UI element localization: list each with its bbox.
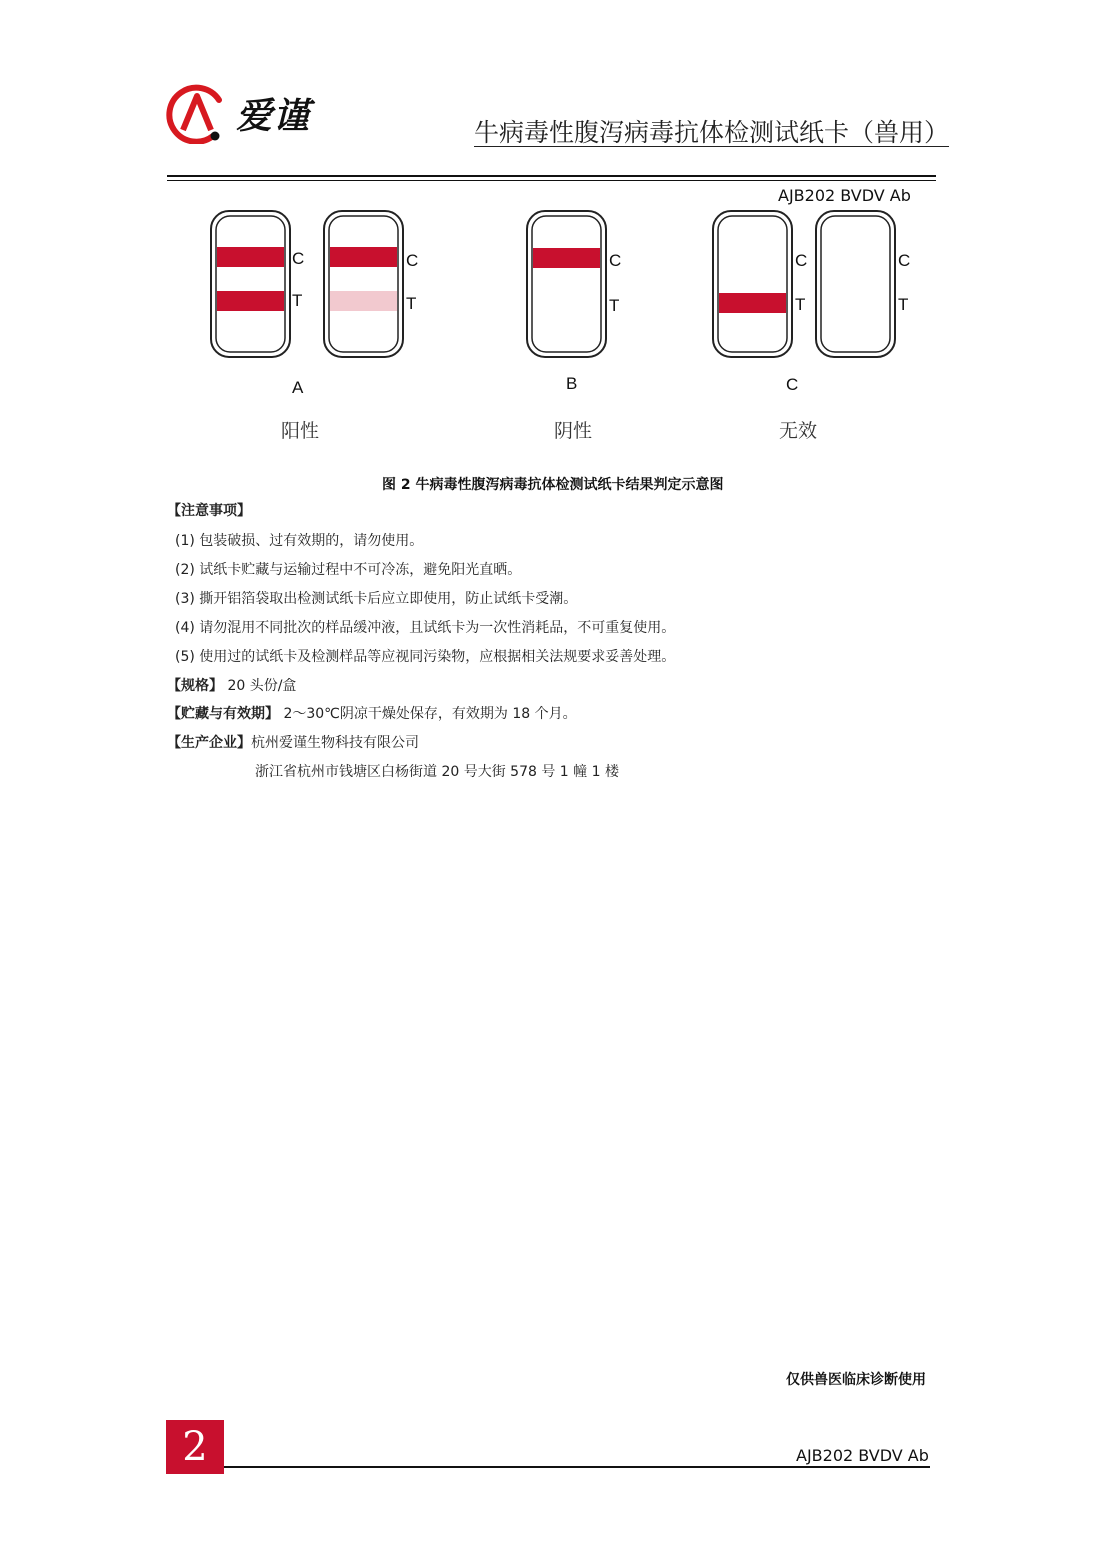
brand-logo-icon xyxy=(163,80,233,144)
storage-line xyxy=(167,704,577,724)
t-label: T xyxy=(292,291,303,310)
test-line xyxy=(719,293,786,313)
header xyxy=(0,0,1102,205)
note-item: (3) 撕开铝箔袋取出检测试纸卡后应立即使用，防止试纸卡受潮。 xyxy=(175,591,578,607)
note-item: (4) 请勿混用不同批次的样品缓冲液，且试纸卡为一次性消耗品，不可重复使用。 xyxy=(175,620,676,636)
note-item: (5) 使用过的试纸卡及检测样品等应视同污染物，应根据相关法规要求妥善处理。 xyxy=(175,649,676,665)
t-label: T xyxy=(795,295,806,314)
note-item: (2) 试纸卡贮藏与运输过程中不可冷冻，避免阳光直晒。 xyxy=(175,562,522,578)
brand-name: 爱谨 xyxy=(236,96,311,137)
test-line xyxy=(217,291,284,311)
document-title: 牛病毒性腹泻病毒抗体检测试纸卡（兽用） xyxy=(474,118,950,147)
test-card-c-empty xyxy=(816,211,895,357)
veterinary-use-note: 仅供兽医临床诊断使用 xyxy=(786,1372,926,1388)
result-invalid: 无效 xyxy=(779,420,818,442)
test-card-a-strong xyxy=(211,211,290,357)
spec-label: 【规格】 xyxy=(167,678,223,694)
group-letter-b: B xyxy=(566,374,578,393)
control-line xyxy=(217,247,284,267)
result-negative: 阴性 xyxy=(554,420,593,442)
c-label: C xyxy=(898,251,911,270)
spec-line xyxy=(167,676,296,696)
test-card-b xyxy=(527,211,606,357)
storage-label: 【贮藏与有效期】 xyxy=(167,706,279,722)
notes-heading: 【注意事项】 xyxy=(167,503,251,519)
t-label: T xyxy=(609,296,620,315)
c-label: C xyxy=(795,251,808,270)
c-label: C xyxy=(292,249,305,268)
header-rule-thick xyxy=(167,175,936,177)
spec-value: 20 头份/盒 xyxy=(227,678,297,694)
manufacturer-line xyxy=(167,733,419,753)
storage-value: 2～30℃阴凉干燥处保存，有效期为 18 个月。 xyxy=(283,706,577,722)
result-figure xyxy=(0,200,1102,500)
note-item: (1) 包装破损、过有效期的，请勿使用。 xyxy=(175,533,424,549)
group-letter-c: C xyxy=(786,375,799,394)
control-line xyxy=(533,248,600,268)
manufacturer-address: 浙江省杭州市钱塘区白杨街道 20 号大街 578 号 1 幢 1 楼 xyxy=(255,764,619,780)
c-label: C xyxy=(406,251,419,270)
footer-rule xyxy=(224,1466,930,1468)
t-label: T xyxy=(406,294,417,313)
t-label: T xyxy=(898,295,909,314)
control-line xyxy=(330,247,397,267)
test-card-a-weak xyxy=(324,211,403,357)
manufacturer-label: 【生产企业】 xyxy=(167,735,251,751)
header-rule-thin xyxy=(167,180,936,181)
test-card-illustration xyxy=(0,200,1102,370)
group-letter-a: A xyxy=(292,378,304,397)
product-code: AJB202 BVDV Ab xyxy=(778,186,911,205)
page-number: 2 xyxy=(166,1420,224,1474)
result-positive: 阳性 xyxy=(281,420,320,442)
test-line-faint xyxy=(330,291,397,311)
c-label: C xyxy=(609,251,622,270)
test-card-c-test-only xyxy=(713,211,792,357)
figure-caption: 图 2 牛病毒性腹泻病毒抗体检测试纸卡结果判定示意图 xyxy=(382,477,724,493)
manufacturer-name: 杭州爱谨生物科技有限公司 xyxy=(251,735,419,751)
footer-product-code: AJB202 BVDV Ab xyxy=(796,1446,929,1465)
